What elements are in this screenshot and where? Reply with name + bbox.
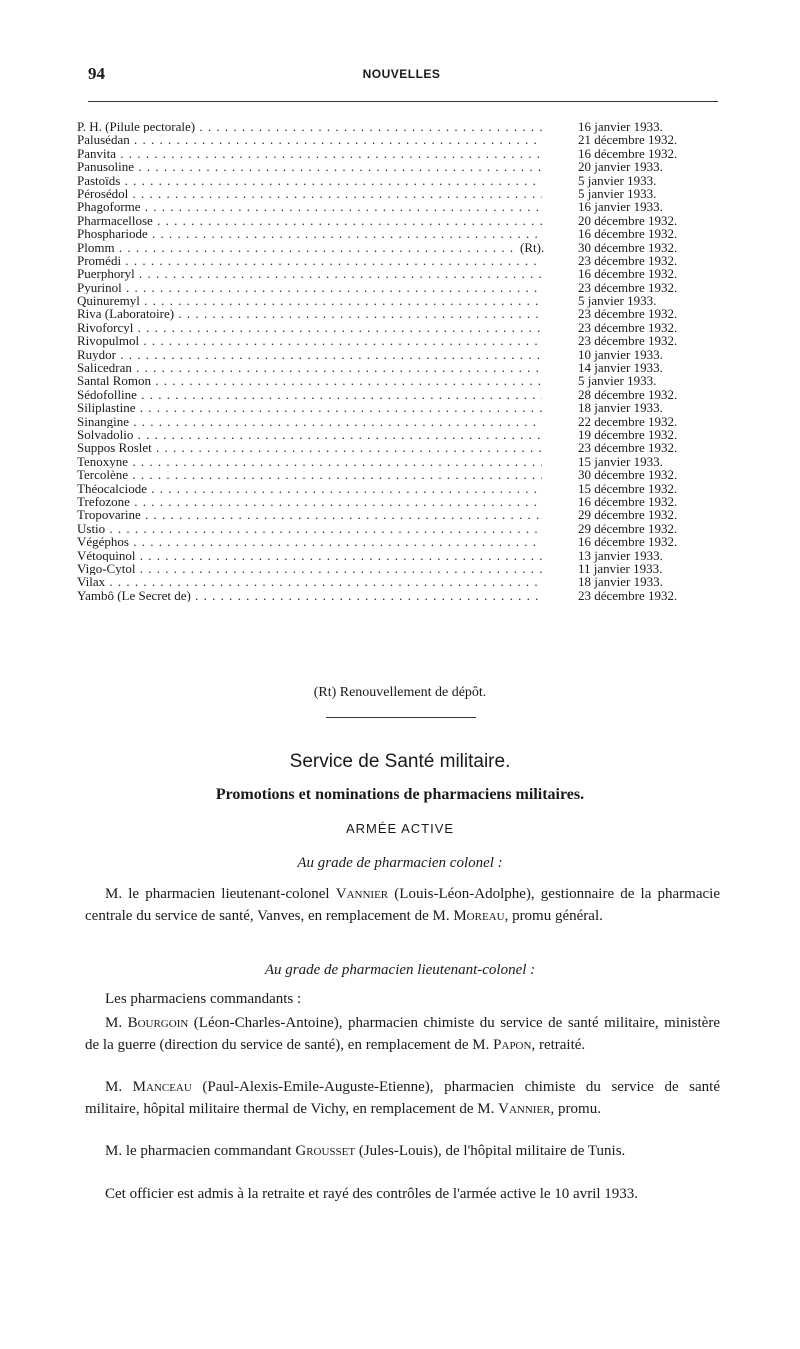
product-row <box>77 522 717 535</box>
product-name: Théocalciode . . . <box>77 482 542 495</box>
section-separator <box>326 717 476 718</box>
product-row <box>77 508 717 521</box>
product-row <box>77 589 717 602</box>
product-name: Pérosédol . . . <box>77 187 542 200</box>
deposit-date: 23 décembre 1932. <box>578 252 678 268</box>
product-row <box>77 455 717 468</box>
product-row <box>77 174 717 187</box>
running-title: NOUVELLES <box>362 67 441 81</box>
deposit-date: 16 décembre 1932. <box>578 534 678 550</box>
product-row <box>77 160 717 173</box>
deposit-date: 29 décembre 1932. <box>578 507 678 523</box>
product-name: Siliplastine . . . <box>77 401 542 414</box>
product-row <box>77 133 717 146</box>
deposit-date: 23 décembre 1932. <box>578 440 678 456</box>
header-rule <box>88 101 718 102</box>
product-row <box>77 267 717 280</box>
deposit-date: 15 décembre 1932. <box>578 480 678 496</box>
product-name: Pastoïds . . . <box>77 174 542 187</box>
product-name: Vilax . . . <box>77 575 542 588</box>
product-row <box>77 428 717 441</box>
page-header <box>88 64 715 88</box>
deposit-date: 18 janvier 1933. <box>578 574 663 590</box>
product-name: Phagoforme . . . <box>77 200 542 213</box>
product-name: Quinuremyl . . . <box>77 294 542 307</box>
deposit-date: 16 décembre 1932. <box>578 145 678 161</box>
paragraph-vannier: M. le pharmacien lieutenant-colonel Vannier (Louis-Léon-Adolphe), gestionnaire de la pharmacie centrale du service de santé, Vanves, en remplacement de M. Moreau, promu général. <box>85 886 720 924</box>
product-row <box>77 549 717 562</box>
product-name: Sédofolline . . . <box>77 388 542 401</box>
product-name: Tropovarine . . . <box>77 508 542 521</box>
product-row <box>77 120 717 133</box>
paragraph-grousset: M. le pharmacien commandant Grousset (Jules-Louis), de l'hôpital militaire de Tunis. <box>105 1143 626 1159</box>
grade-heading-colonel: Au grade de pharmacien colonel : <box>297 855 503 871</box>
product-row <box>77 535 717 548</box>
product-name: Yambô (Le Secret de) . . . <box>77 589 542 602</box>
product-name: Tenoxyne . . . <box>77 455 542 468</box>
deposit-date: 23 décembre 1932. <box>578 587 678 603</box>
product-row <box>77 214 717 227</box>
paragraph-bourgoin: M. Bourgoin (Léon-Charles-Antoine), pharmacien chimiste du service de santé militaire, ministère de la guerre (direction du service de santé), en remplacement de M. Papon, retraité. <box>85 1015 720 1053</box>
product-row <box>77 482 717 495</box>
product-name: Suppos Roslet . . . <box>77 441 542 454</box>
product-row <box>77 495 717 508</box>
product-name: Végéphos . . . <box>77 535 542 548</box>
person-name: Vannier <box>498 1101 551 1117</box>
product-name: Puerphoryl . . . <box>77 267 542 280</box>
person-name: Manceau <box>132 1079 192 1095</box>
product-name: Sinangine . . . <box>77 415 542 428</box>
product-name: Vétoquinol . . . <box>77 549 542 562</box>
product-name: Promédi . . . <box>77 254 542 267</box>
deposit-date: 30 décembre 1932. <box>578 467 678 483</box>
product-row <box>77 348 717 361</box>
product-row <box>77 374 717 387</box>
product-name: Rivoforcyl . . . <box>77 321 542 334</box>
deposit-date: 16 décembre 1932. <box>578 493 678 509</box>
product-name: Pyurinol . . . <box>77 281 542 294</box>
product-row <box>77 254 717 267</box>
product-name: Santal Romon . . . <box>77 374 542 387</box>
product-row <box>77 468 717 481</box>
product-name: Salicedran . . . <box>77 361 542 374</box>
product-name: Panvita . . . <box>77 147 542 160</box>
deposit-date: 23 décembre 1932. <box>578 279 678 295</box>
product-row <box>77 200 717 213</box>
section-title: Service de Santé militaire. <box>289 751 511 772</box>
deposit-date: 30 décembre 1932. <box>578 239 678 255</box>
product-row <box>77 281 717 294</box>
product-name: Rivopulmol . . . <box>77 334 542 347</box>
deposit-date: 19 décembre 1932. <box>578 426 678 442</box>
product-row <box>77 334 717 347</box>
paragraph-manceau: M. Manceau (Paul-Alexis-Emile-Auguste-Etienne), pharmacien chimiste du service de santé militaire, hôpital militaire thermal de Vichy, en remplacement de M. Vannier, promu. <box>85 1079 721 1117</box>
product-name: Tercolène . . . <box>77 468 542 481</box>
deposit-date: 28 décembre 1932. <box>578 386 678 402</box>
deposit-date: 23 décembre 1932. <box>578 319 678 335</box>
product-name: Solvadolio . . . <box>77 428 542 441</box>
product-row <box>77 294 717 307</box>
product-row <box>77 321 717 334</box>
product-row <box>77 441 717 454</box>
product-name: Plomm . . . <box>77 241 542 254</box>
renewal-note: (Rt) Renouvellement de dépôt. <box>313 685 487 700</box>
product-name: Trefozone . . . <box>77 495 542 508</box>
product-row <box>77 241 717 254</box>
product-list <box>77 120 717 602</box>
army-heading: ARMÉE ACTIVE <box>345 821 455 836</box>
deposit-date: 22 decembre 1932. <box>578 413 678 429</box>
deposit-date: 16 janvier 1933. <box>578 119 663 134</box>
product-row <box>77 187 717 200</box>
product-row <box>77 562 717 575</box>
product-row <box>77 575 717 588</box>
deposit-date: 5 janvier 1933. <box>578 293 657 309</box>
product-row <box>77 227 717 240</box>
deposit-date: 20 décembre 1932. <box>578 212 678 228</box>
product-name: Ustio . . . <box>77 522 542 535</box>
product-row <box>77 307 717 320</box>
product-name: Vigo-Cytol . . . <box>77 562 542 575</box>
deposit-date: 21 décembre 1932. <box>578 132 678 148</box>
product-name: Palusédan . . . <box>77 133 542 146</box>
deposit-date: 15 janvier 1933. <box>578 453 663 469</box>
deposit-date: 5 janvier 1933. <box>578 185 657 201</box>
deposit-date: 23 décembre 1932. <box>578 333 678 349</box>
product-name: Phosphariode . . . <box>77 227 542 240</box>
paragraph-retirement: Cet officier est admis à la retraite et rayé des contrôles de l'armée active le 10 avril 1933. <box>105 1186 639 1202</box>
person-name: Vannier <box>335 886 389 902</box>
deposit-date: 16 décembre 1932. <box>578 266 678 282</box>
deposit-date: 13 janvier 1933. <box>578 547 663 563</box>
section-subtitle: Promotions et nominations de pharmaciens militaires. <box>215 786 585 803</box>
person-name: Moreau <box>453 908 505 924</box>
person-name: Bourgoin <box>127 1015 189 1031</box>
deposit-date: 5 janvier 1933. <box>578 373 657 389</box>
product-row <box>77 388 717 401</box>
person-name: Papon <box>493 1037 532 1053</box>
deposit-date: 29 décembre 1932. <box>578 520 678 536</box>
page-number: 94 <box>88 64 105 83</box>
product-name: Ruydor . . . <box>77 348 542 361</box>
product-row <box>77 147 717 160</box>
grade-heading-lt-colonel: Au grade de pharmacien lieutenant-colonel : <box>264 962 536 978</box>
product-name: Riva (Laboratoire) . . . <box>77 307 542 320</box>
paragraph-intro: Les pharmaciens commandants : <box>105 991 302 1007</box>
deposit-date: 23 décembre 1932. <box>578 306 678 322</box>
product-row <box>77 415 717 428</box>
product-row <box>77 401 717 414</box>
product-row <box>77 361 717 374</box>
renewal-mark: (Rt). <box>517 241 544 254</box>
deposit-date: 10 janvier 1933. <box>578 346 663 362</box>
product-name: Panusoline . . . <box>77 160 542 173</box>
deposit-date: 18 janvier 1933. <box>578 400 663 416</box>
deposit-date: 11 janvier 1933. <box>578 560 663 576</box>
person-name: Grousset <box>295 1143 356 1159</box>
product-name: P. H. (Pilule pectorale) . . . <box>77 120 542 133</box>
deposit-date: 16 décembre 1932. <box>578 226 678 242</box>
deposit-date: 14 janvier 1933. <box>578 360 663 376</box>
deposit-date: 16 janvier 1933. <box>578 199 663 215</box>
deposit-date: 20 janvier 1933. <box>578 159 663 175</box>
deposit-date: 5 janvier 1933. <box>578 172 657 188</box>
product-name: Pharmacellose . . . <box>77 214 542 227</box>
